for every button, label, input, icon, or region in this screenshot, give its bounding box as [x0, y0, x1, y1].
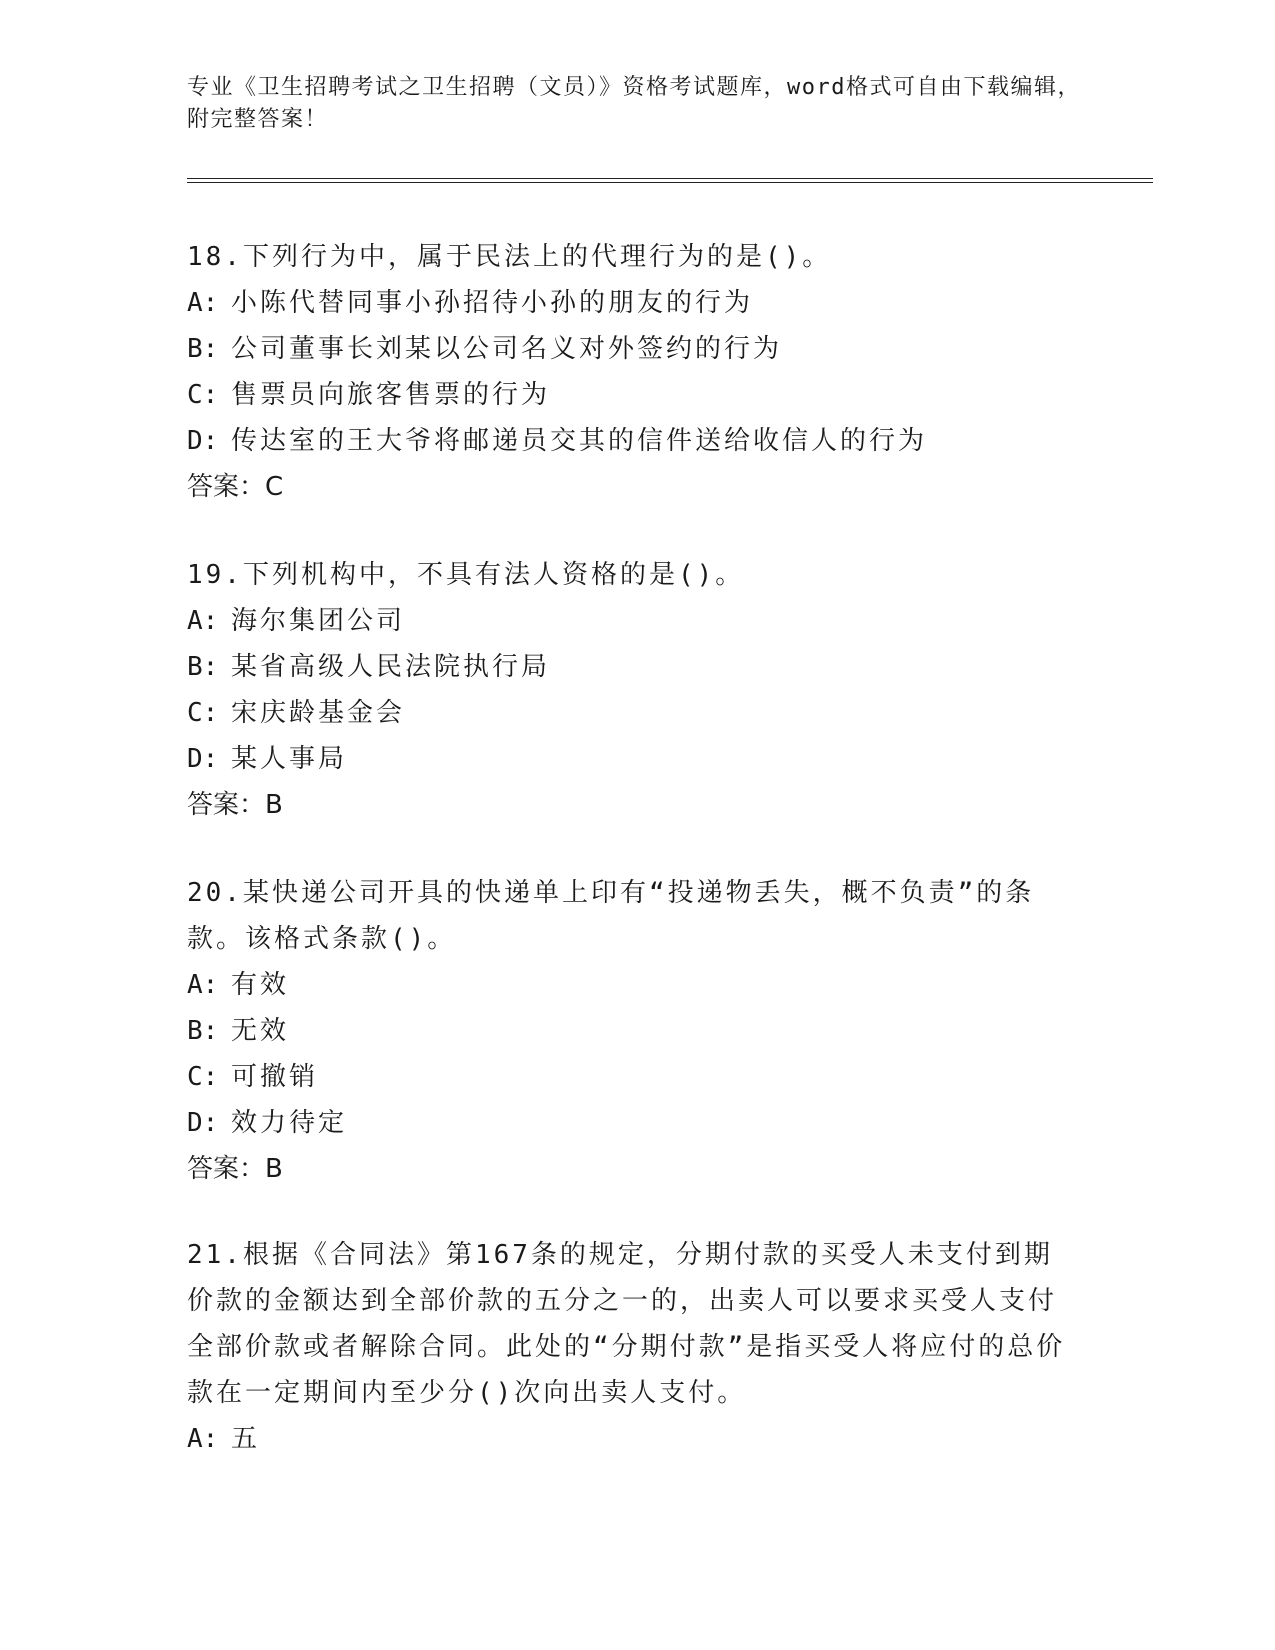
question-stem: 19.下列机构中，不具有法人资格的是()。 — [187, 560, 745, 590]
answer-line: 答案：B — [187, 1154, 283, 1184]
answer-line: 答案：B — [187, 790, 283, 820]
option-letter: B: — [187, 1016, 219, 1046]
option-text: 宋庆龄基金会 — [231, 698, 406, 728]
document-header: 专业《卫生招聘考试之卫生招聘（文员）》资格考试题库，word格式可自由下载编辑，附完整答案！ — [187, 75, 1081, 132]
header-divider-top — [187, 178, 1153, 179]
question-stem: 20.某快递公司开具的快递单上印有“投递物丢失，概不负责”的条款。该格式条款()。 — [187, 878, 1035, 954]
option-c — [187, 1054, 1067, 1100]
question-18 — [187, 234, 1067, 510]
option-text: 某人事局 — [231, 744, 348, 774]
option-text: 效力待定 — [231, 1108, 348, 1138]
option-letter: A: — [187, 606, 219, 636]
option-text: 公司董事长刘某以公司名义对外签约的行为 — [231, 334, 783, 364]
option-letter: B: — [187, 652, 219, 682]
option-text: 可撤销 — [231, 1062, 319, 1092]
question-21 — [187, 1232, 1067, 1462]
option-a — [187, 598, 1067, 644]
option-letter: D: — [187, 744, 219, 774]
option-b — [187, 1008, 1067, 1054]
option-text: 传达室的王大爷将邮递员交其的信件送给收信人的行为 — [231, 426, 928, 456]
option-text: 无效 — [231, 1016, 290, 1046]
option-d — [187, 418, 1067, 464]
option-letter: D: — [187, 1108, 219, 1138]
question-19 — [187, 552, 1067, 828]
option-c — [187, 372, 1067, 418]
question-stem: 21.根据《合同法》第167条的规定，分期付款的买受人未支付到期价款的金额达到全部价款的五分之一的，出卖人可以要求买受人支付全部价款或者解除合同。此处的“分期付款”是指买受人将应付的总价款在一定期间内至少分()次向出卖人支付。 — [187, 1240, 1066, 1408]
option-letter: A: — [187, 288, 219, 318]
option-letter: A: — [187, 1424, 219, 1454]
option-text: 售票员向旅客售票的行为 — [231, 380, 551, 410]
option-letter: D: — [187, 426, 219, 456]
option-letter: C: — [187, 698, 219, 728]
option-text: 海尔集团公司 — [231, 606, 406, 636]
header-divider-bottom — [187, 182, 1153, 183]
question-20 — [187, 870, 1067, 1192]
option-letter: A: — [187, 970, 219, 1000]
option-a — [187, 962, 1067, 1008]
option-a — [187, 1416, 1067, 1462]
answer-line: 答案：C — [187, 472, 284, 502]
option-letter: B: — [187, 334, 219, 364]
option-text: 某省高级人民法院执行局 — [231, 652, 551, 682]
option-d — [187, 736, 1067, 782]
option-d — [187, 1100, 1067, 1146]
option-text: 五 — [231, 1424, 261, 1454]
option-c — [187, 690, 1067, 736]
option-b — [187, 326, 1067, 372]
option-a — [187, 280, 1067, 326]
question-stem: 18.下列行为中，属于民法上的代理行为的是()。 — [187, 242, 832, 272]
option-letter: C: — [187, 1062, 219, 1092]
option-text: 小陈代替同事小孙招待小孙的朋友的行为 — [231, 288, 754, 318]
option-letter: C: — [187, 380, 219, 410]
option-b — [187, 644, 1067, 690]
option-text: 有效 — [231, 970, 290, 1000]
